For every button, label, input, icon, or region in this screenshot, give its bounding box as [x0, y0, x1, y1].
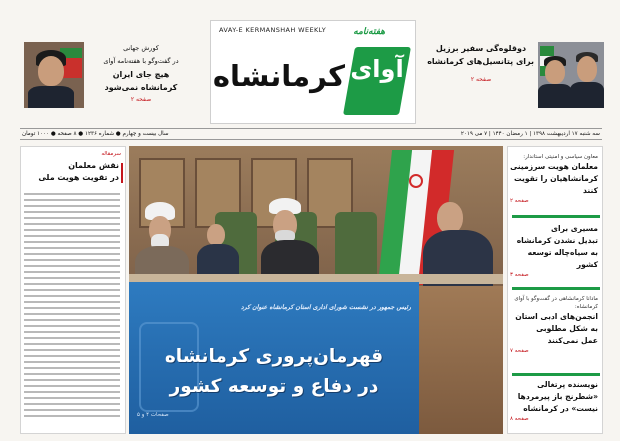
podium	[419, 286, 503, 434]
sidebar-headline: به شکل مطلوبی	[536, 324, 598, 333]
dateline	[20, 128, 602, 140]
news-sidebar	[507, 146, 603, 434]
lead-left-headline-2: کرمانشاه نمی‌شود	[104, 83, 178, 92]
sidebar-headline: کرمانشاهیان را تقویت کنند	[513, 174, 598, 195]
sidebar-divider	[512, 287, 600, 290]
date-text: سه شنبه ۱۷ اردیبهشت ۱۳۹۸ | ۱ رمضان ۱۴۴۰ | ۷ می ۲۰۱۹	[460, 131, 600, 137]
lead-right-photo	[538, 42, 604, 108]
editorial-accent-bar	[121, 163, 123, 183]
main-headline-line-1: قهرمان‌پروری کرمانشاه	[164, 346, 384, 367]
sidebar-headline: نویسنده پرتغالی	[537, 380, 598, 389]
lead-left-page-ref: صفحه ۲	[130, 96, 152, 103]
sidebar-divider	[512, 215, 600, 218]
main-headline-line-2: در دفاع و توسعه کشور	[169, 376, 379, 397]
chair	[335, 212, 377, 282]
newspaper-logo	[210, 20, 416, 124]
weekly-english-name: AVAY-E KERMANSHAH WEEKLY	[219, 26, 327, 34]
lead-left-story[interactable]	[88, 42, 194, 103]
sidebar-story-4[interactable]	[510, 379, 598, 422]
sidebar-headline: تبدیل نشدن کرمانشاه	[516, 236, 598, 245]
sidebar-page-ref: صفحه ۷	[510, 348, 529, 354]
lead-left-photo	[24, 42, 84, 108]
sidebar-headline: انجمن‌های ادبی استان	[515, 312, 598, 321]
sidebar-story-3[interactable]	[510, 295, 598, 354]
sidebar-headline: مسیری برای	[551, 224, 598, 233]
editorial-body-text	[24, 193, 120, 421]
sidebar-page-ref: صفحه ۳	[510, 272, 529, 278]
weekly-label: هفته‌نامه	[353, 27, 385, 37]
editorial-title	[25, 160, 119, 184]
lead-left-headline-1: هیچ جای ایران	[112, 70, 170, 79]
main-page-ref: صفحات ۴ و ۵	[137, 412, 169, 418]
main-headline	[129, 342, 419, 418]
sidebar-kicker: معاون سیاسی و امنیتی استاندار:	[523, 154, 598, 160]
lead-right-headline-1: دوقلوه‌گی سفیر برزیل	[435, 44, 527, 53]
editorial-column[interactable]	[20, 146, 126, 434]
editorial-title-1: نقش معلمان	[68, 161, 119, 170]
editorial-title-2: در تقویت هویت ملی	[38, 173, 119, 182]
sidebar-headline: «شطرنج باز پیرمردها	[517, 392, 598, 401]
masthead	[0, 0, 620, 137]
sidebar-headline: به سیاه‌چاله توسعه کشور	[527, 248, 598, 269]
lead-right-page-ref: صفحه ۲	[470, 76, 492, 83]
lead-left-sub: در گفت‌وگو با هفته‌نامه آوای	[103, 57, 179, 65]
sidebar-story-1[interactable]	[510, 153, 598, 204]
main-story-photo[interactable]	[129, 146, 503, 434]
lead-right-story[interactable]	[428, 42, 534, 83]
sidebar-kicker: مادانا کرمانشاهی در گفت‌وگو با آوای کرمانشاه:	[514, 296, 598, 310]
lead-right-headline-2: برای پتانسیل‌های کرمانشاه	[427, 57, 534, 66]
sidebar-story-2[interactable]	[510, 223, 598, 278]
sidebar-headline: نیست» در کرمانشاه	[523, 404, 598, 413]
sidebar-divider	[512, 373, 600, 376]
sidebar-page-ref: صفحه ۲	[510, 198, 529, 204]
sidebar-headline: معلمان هویت سرزمینی	[510, 162, 598, 171]
logo-avay-text: آوای	[350, 55, 404, 83]
logo-kermanshah-text: کرمانشاه	[212, 59, 345, 93]
sidebar-headline: عمل نمی‌کنند	[547, 336, 598, 345]
photo-caption: رئیس جمهور در نشست شورای اداری استان کرمانشاه عنوان کرد	[240, 304, 411, 311]
editorial-tag: سرمقاله	[101, 151, 121, 157]
issue-info: سال بیست و چهارم ● شماره ۱۲۳۶ ● ۸ صفحه ● ۱۰۰۰ تومان	[22, 131, 169, 137]
sidebar-page-ref: صفحه ۸	[510, 416, 529, 422]
lead-left-kicker: کورش جهانی	[123, 44, 159, 52]
